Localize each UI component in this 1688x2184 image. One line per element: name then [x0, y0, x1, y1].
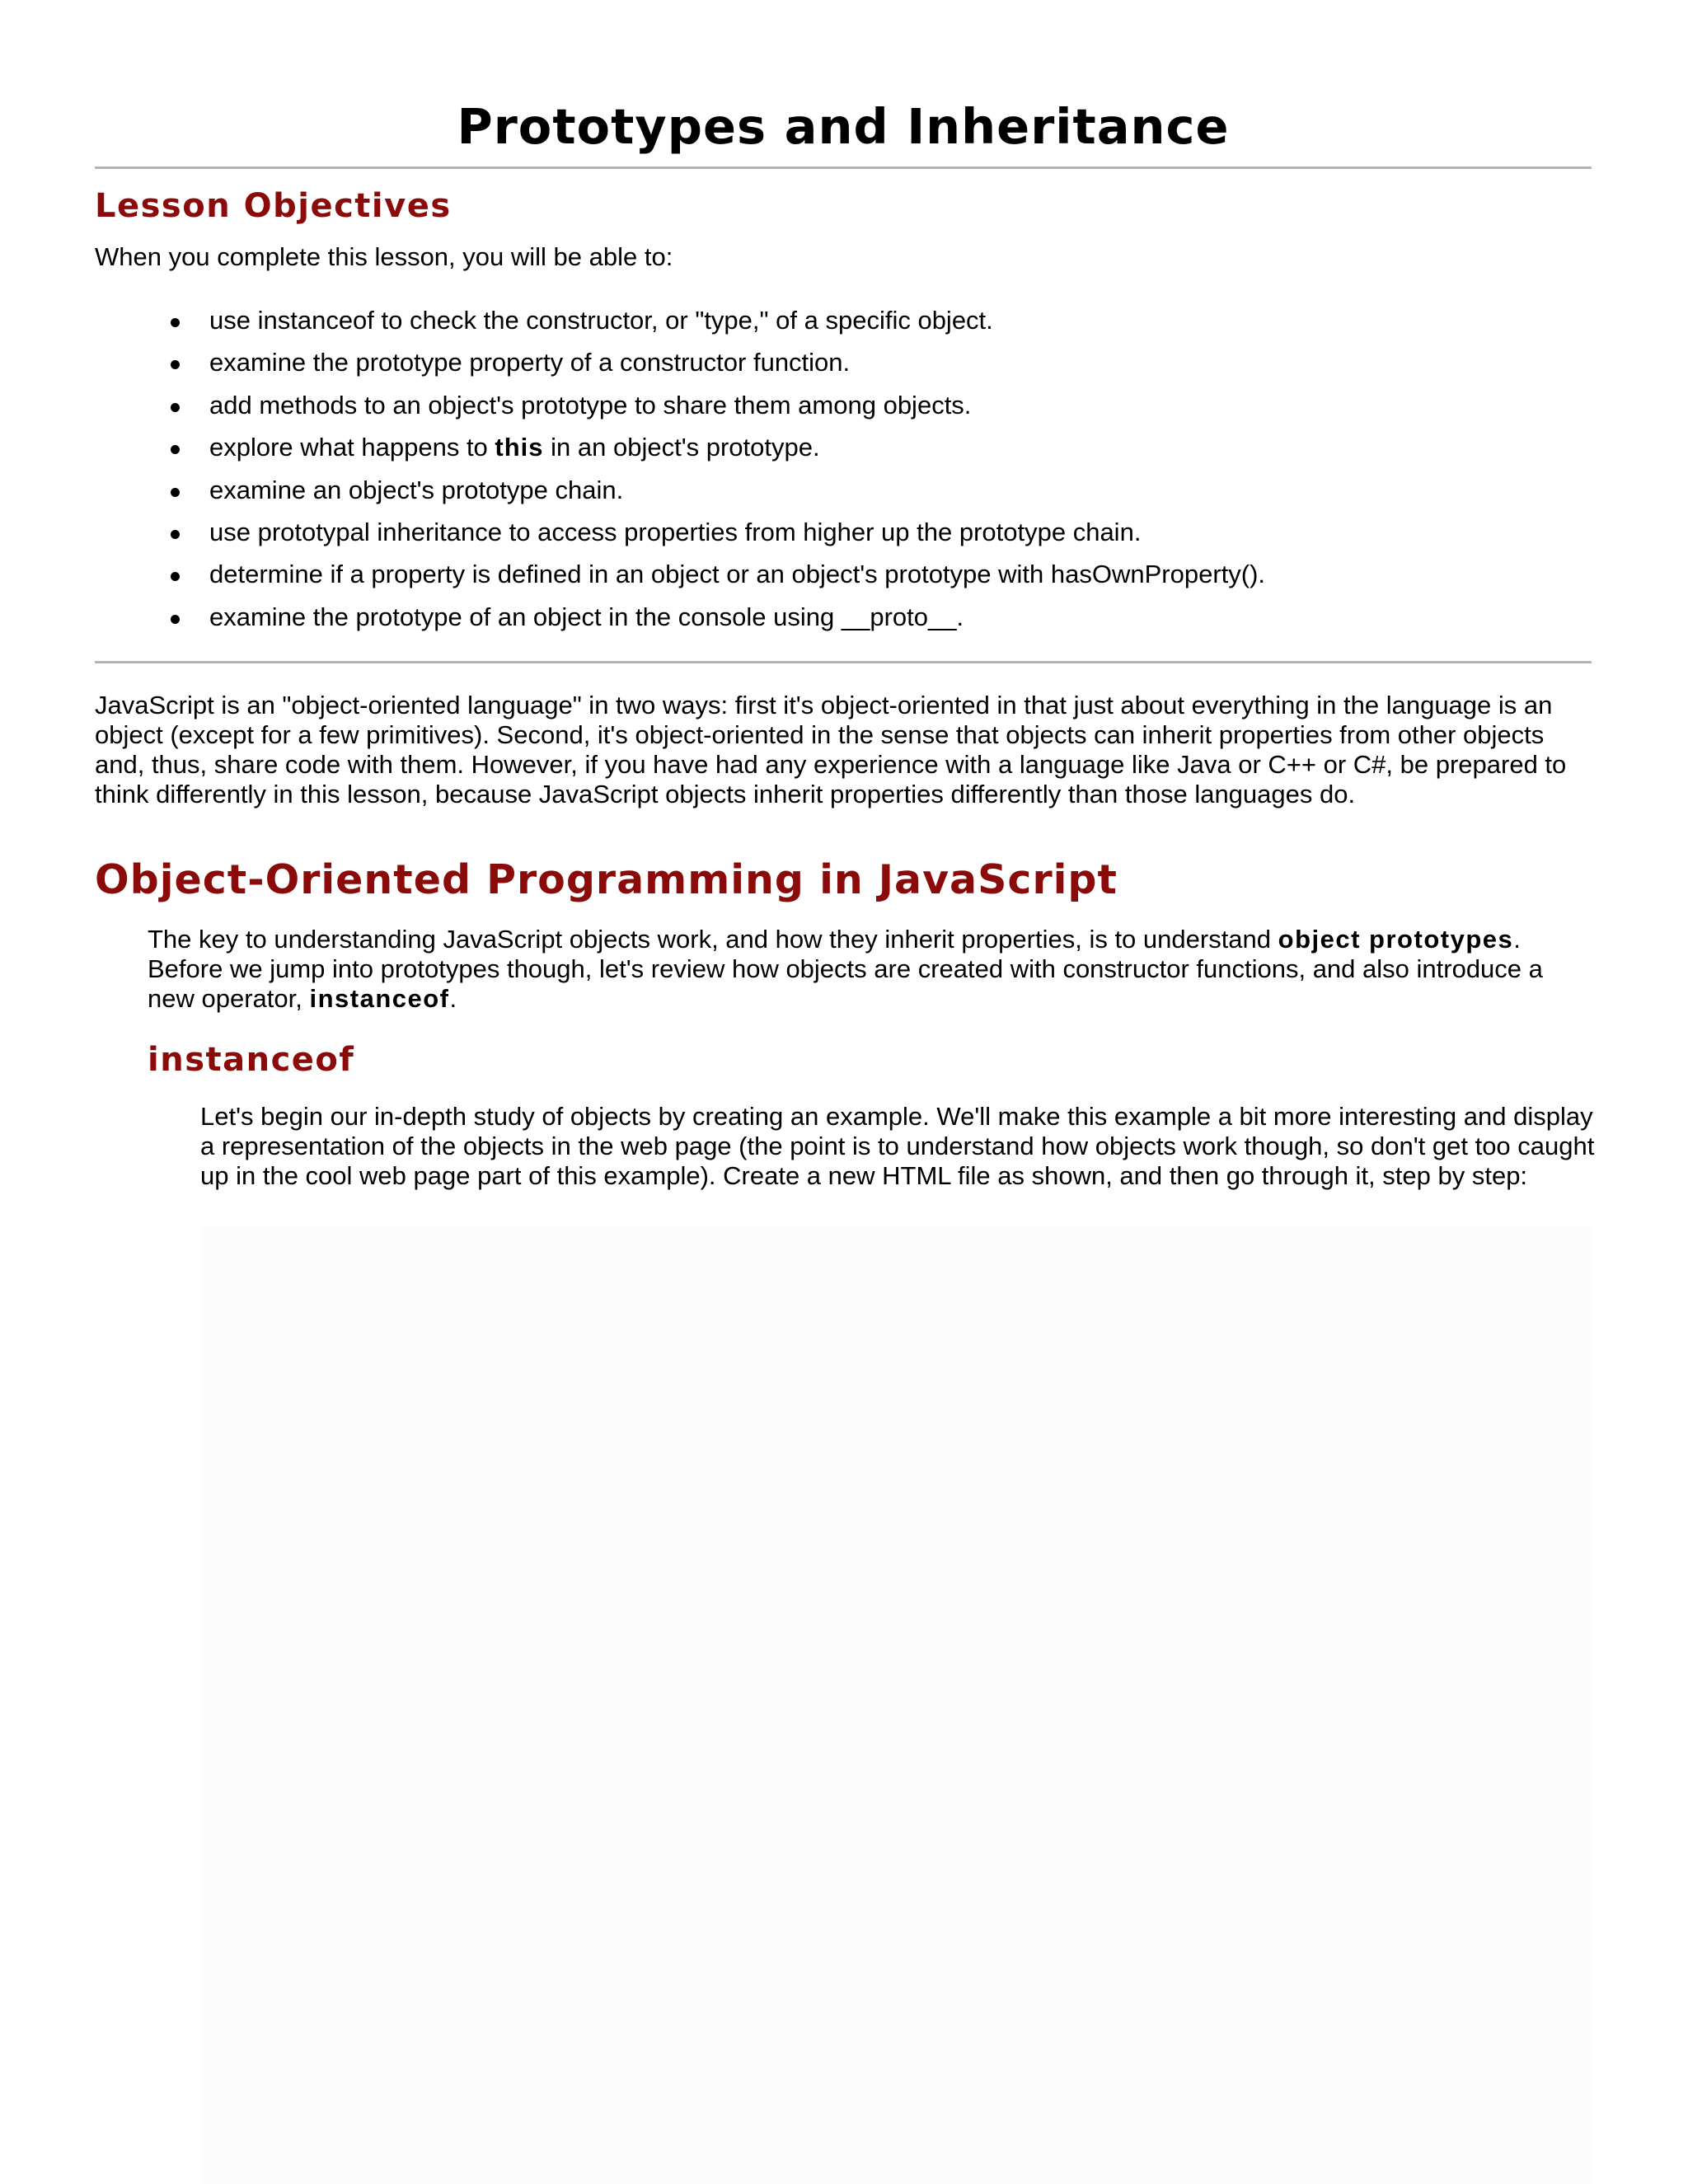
list-item [95, 474, 1265, 516]
list-item [95, 431, 1265, 473]
objective-text-before: explore what happens to [209, 433, 495, 462]
bullet-icon [171, 445, 180, 454]
list-item [95, 601, 1265, 643]
objective-text: examine the prototype property of a constructor function. [209, 348, 851, 377]
bullet-icon [171, 360, 180, 369]
objective-text-after: in an object's prototype. [543, 433, 820, 462]
objective-text: use prototypal inheritance to access properties from higher up the prototype chain. [209, 517, 1142, 546]
title-divider [95, 166, 1592, 169]
instanceof-heading: instanceof [148, 1041, 355, 1079]
oop-text-before: The key to understanding JavaScript objects work, and how they inherit properties, is to understand [148, 925, 1278, 954]
objective-text: add methods to an object's prototype to share them among objects. [209, 390, 972, 419]
intro-paragraph: JavaScript is an "object-oriented language" in two ways: first it's object-oriented in that just about everything in the language is an object (except for a few primitives). Second, it's object-oriented in the sense that objects can inherit properties from other objects and, thus, share code with them. However, if you have had any experience with a language like Java or C++ or C#, be prepared to think differently in this lesson, because JavaScript objects inherit properties differently than those languages do. [95, 691, 1567, 808]
list-item [95, 516, 1265, 558]
object-prototypes-keyword: object prototypes [1278, 925, 1514, 954]
objectives-divider [95, 661, 1592, 663]
list-item [95, 558, 1265, 600]
bullet-icon [171, 488, 180, 497]
objective-text: examine an object's prototype chain. [209, 475, 624, 504]
list-item [95, 346, 1265, 388]
oop-text-after: . [449, 984, 457, 1013]
objective-text: examine the prototype of an object in the console using __proto__. [209, 602, 964, 631]
objectives-intro: When you complete this lesson, you will be able to: [95, 242, 673, 271]
bullet-icon [171, 615, 180, 624]
objective-text: determine if a property is defined in an object or an object's prototype with hasOwnProperty(). [209, 560, 1266, 589]
objective-text: use instanceof to check the constructor, or "type," of a specific object. [209, 306, 993, 335]
list-item [95, 304, 1265, 346]
instanceof-keyword: instanceof [309, 984, 450, 1013]
bullet-icon [171, 530, 180, 539]
bullet-icon [171, 318, 180, 327]
oop-paragraph [148, 925, 1549, 1014]
oop-text-middle: . Before we jump into prototypes though, let's review how objects are created with constructor functions, and also introduce a new operator, [148, 925, 1543, 1013]
lesson-objectives-heading: Lesson Objectives [95, 187, 452, 225]
objectives-list [95, 304, 1265, 643]
page-title: Prototypes and Inheritance [457, 98, 1230, 155]
objective-keyword: this [495, 433, 544, 462]
instanceof-paragraph: Let's begin our in-depth study of objects by creating an example. We'll make this example a bit more interesting and display a representation of the objects in the web page (the point is to understand how objects work though, so don't get too caught up in the cool web page part of this example). Create a new HTML file as shown, and then go through it, step by step: [200, 1102, 1595, 1190]
bullet-icon [171, 572, 180, 581]
oop-heading: Object-Oriented Programming in JavaScript [95, 856, 1118, 903]
code-listing-area [200, 1226, 1593, 2184]
list-item [95, 389, 1265, 431]
bullet-icon [171, 403, 180, 412]
